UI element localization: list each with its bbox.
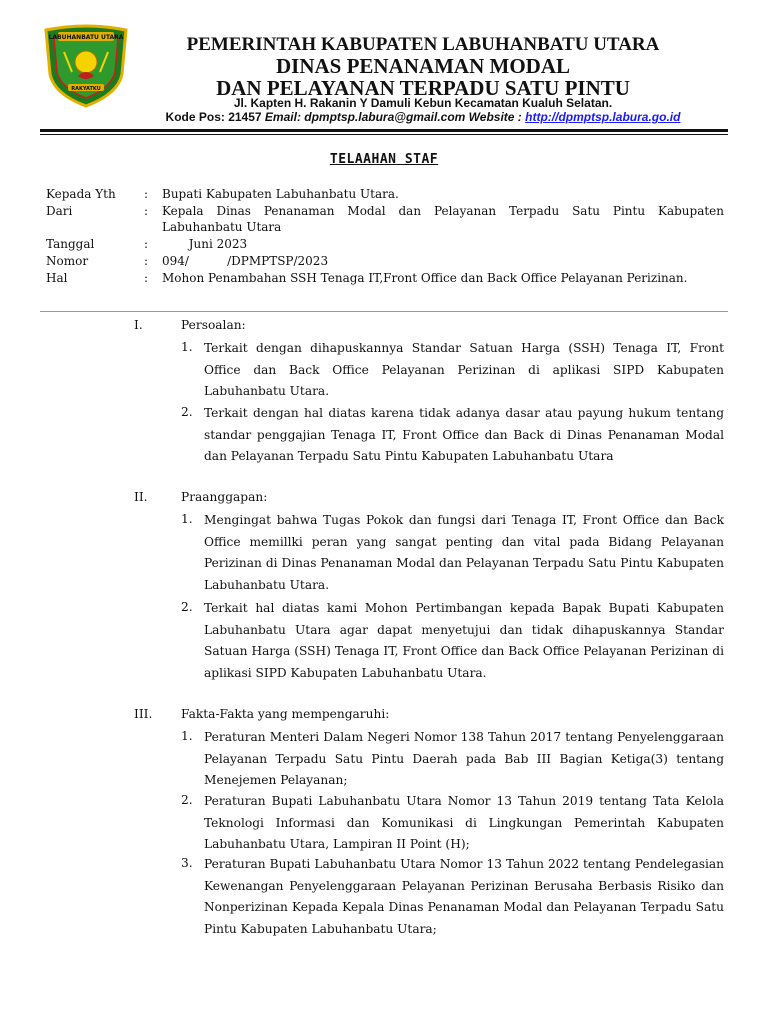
header-key: Nomor: [46, 254, 89, 268]
section-number: II.: [134, 490, 148, 504]
header-value: Juni 2023: [162, 237, 248, 251]
header-key: Hal: [46, 271, 68, 285]
list-item: Terkait hal diatas kami Mohon Pertimbangan kepada Bapak Bupati Kabupaten Labuhanbatu Utara agar dapat menyetujui dan tidak dihapuskannya Standar Satuan Harga (SSH) Tenaga IT, Front Office dan Back Office Pelayanan Perizinan di aplikasi SIPD Kabupaten Labuhanbatu Utara.: [204, 601, 724, 680]
header-value: Mohon Penambahan SSH Tenaga IT,Front Office dan Back Office Pelayanan Perizinan.: [162, 271, 688, 285]
header-colon: :: [144, 271, 149, 285]
postal-code: Kode Pos: 21457: [165, 110, 262, 124]
header-separator: [40, 311, 728, 312]
header-colon: :: [144, 254, 149, 268]
list-item-number: 2.: [181, 600, 193, 614]
header-value: Kepala Dinas Penanaman Modal dan Pelayanan Terpadu Satu Pintu Kabupaten Labuhanbatu Utara: [162, 204, 724, 234]
svg-text:RAKYATKU: RAKYATKU: [71, 86, 101, 92]
letterhead-rule-thin: [40, 134, 728, 135]
letterhead-line-1: PEMERINTAH KABUPATEN LABUHANBATU UTARA: [186, 34, 660, 55]
letterhead-line-2: DINAS PENANAMAN MODAL: [276, 54, 570, 78]
header-colon: :: [144, 237, 149, 251]
header-key: Kepada Yth: [46, 187, 116, 201]
list-item-number: 2.: [181, 405, 193, 419]
svg-text:LABUHANBATU UTARA: LABUHANBATU UTARA: [48, 34, 124, 41]
section-number: III.: [134, 707, 153, 721]
list-item: Peraturan Bupati Labuhanbatu Utara Nomor 13 Tahun 2019 tentang Tata Kelola Teknologi Informasi dan Komunikasi di Lingkungan Pemerintah Kabupaten Labuhanbatu Utara, Lampiran II Point (H);: [204, 794, 724, 851]
list-item-number: 3.: [181, 856, 193, 870]
list-item: Terkait dengan hal diatas karena tidak adanya dasar atau payung hukum tentang standar penggajian Tenaga IT, Front Office dan Back di Dinas Penanaman Modal dan Pelayanan Terpadu Satu Pintu Kabupaten Labuhanbatu Utara: [204, 406, 724, 463]
header-key: Tanggal: [46, 237, 95, 251]
list-item-number: 1.: [181, 729, 193, 743]
list-item: Terkait dengan dihapuskannya Standar Satuan Harga (SSH) Tenaga IT, Front Office dan Back Office Pelayanan Perizinan di aplikasi SIPD Kabupaten Labuhanbatu Utara.: [204, 341, 724, 398]
header-key: Dari: [46, 204, 73, 218]
header-value: 094/ /DPMPTSP/2023: [162, 254, 329, 268]
section-title: Praanggapan:: [181, 490, 268, 504]
document-title: TELAAHAN STAF: [329, 152, 439, 167]
letterhead: [100, 34, 746, 99]
list-item: Peraturan Menteri Dalam Negeri Nomor 138 Tahun 2017 tentang Penyelenggaraan Pelayanan Terpadu Satu Pintu Daerah pada Bab III Bagian Ketiga(3) tentang Menejemen Pelayanan;: [204, 730, 724, 787]
list-item: Mengingat bahwa Tugas Pokok dan fungsi dari Tenaga IT, Front Office dan Back Office memillki peran yang sangat penting dan vital pada Bidang Pelayanan Perizinan di Dinas Penanaman Modal dan Pelayanan Terpadu Satu Pintu Kabupaten Labuhanbatu Utara.: [204, 513, 724, 592]
email-website-label: Email: dpmptsp.labura@gmail.com Website :: [264, 110, 522, 124]
list-item: Peraturan Bupati Labuhanbatu Utara Nomor 13 Tahun 2022 tentang Pendelegasian Kewenangan Penyelenggaraan Pelayanan Perizinan Berusaha Berbasis Risiko dan Nonperizinan Kepada Kepala Dinas Penanaman Modal dan Pelayanan Terpadu Satu Pintu Kabupaten Labuhanbatu Utara;: [204, 857, 724, 936]
letterhead-rule-thick: [40, 129, 728, 132]
section-title: Persoalan:: [181, 318, 246, 332]
letterhead-line-3: DAN PELAYANAN TERPADU SATU PINTU: [216, 76, 630, 100]
header-colon: :: [144, 204, 149, 218]
letterhead-address: Jl. Kapten H. Rakanin Y Damuli Kebun Kecamatan Kualuh Selatan.: [233, 96, 613, 110]
website-link[interactable]: http://dpmptsp.labura.go.id: [525, 110, 681, 124]
list-item-number: 1.: [181, 340, 193, 354]
list-item-number: 2.: [181, 793, 193, 807]
section-number: I.: [134, 318, 143, 332]
letterhead-contact: [100, 110, 746, 124]
list-item-number: 1.: [181, 512, 193, 526]
header-colon: :: [144, 187, 149, 201]
section-title: Fakta-Fakta yang mempengaruhi:: [181, 707, 390, 721]
header-value: Bupati Kabupaten Labuhanbatu Utara.: [162, 187, 399, 201]
